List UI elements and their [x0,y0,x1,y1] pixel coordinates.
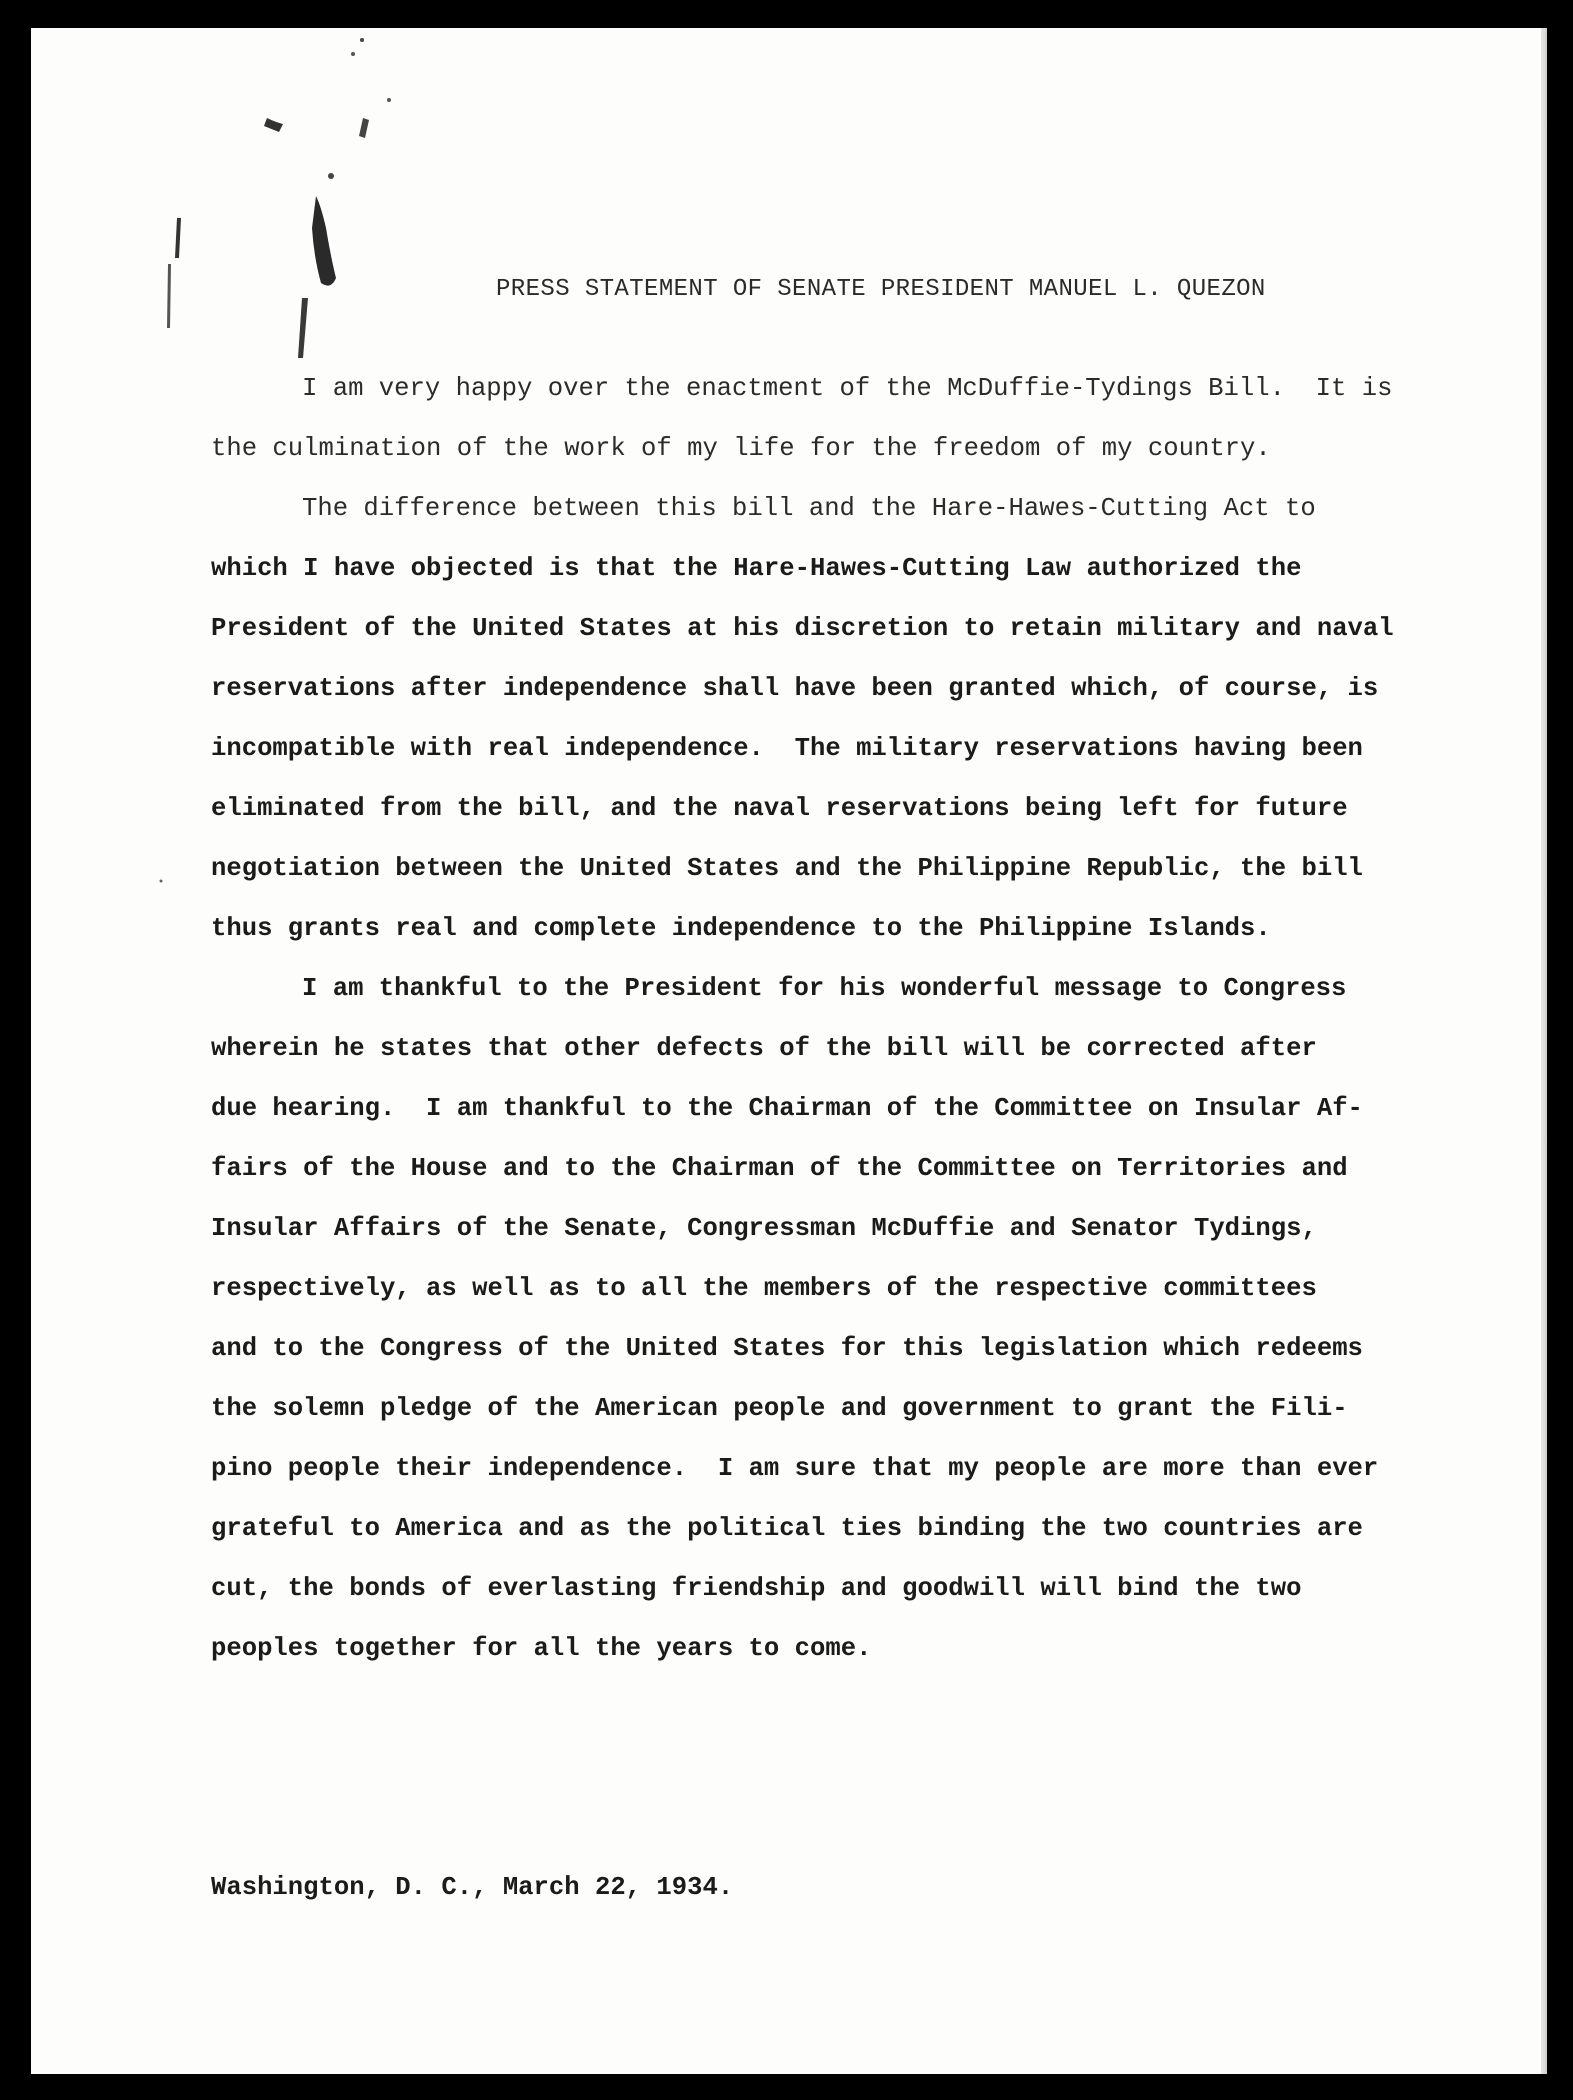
page-edge-shadow [1541,28,1547,2074]
ink-dot [160,880,163,883]
paragraph-2-line-1: The difference between this bill and the Hare-Hawes-Cutting Act to [302,494,1316,523]
paragraph-2-line-7: negotiation between the United States and the Philippine Republic, the bill [211,854,1363,883]
paragraph-3-line-9: pino people their independence. I am sure that my people are more than ever [211,1454,1379,1483]
ink-mark [175,218,181,258]
paragraph-3-line-7: and to the Congress of the United States for this legislation which redeems [211,1334,1363,1363]
paragraph-3-line-6: respectively, as well as to all the members of the respective committees [211,1274,1317,1303]
paragraph-3-line-3: due hearing. I am thankful to the Chairman of the Committee on Insular Af- [211,1094,1363,1123]
paragraph-3-line-12: peoples together for all the years to come. [211,1634,872,1663]
paragraph-3-line-4: fairs of the House and to the Chairman of the Committee on Territories and [211,1154,1348,1183]
paragraph-2-line-2: which I have objected is that the Hare-Hawes-Cutting Law authorized the [211,554,1302,583]
paragraph-1-line-2: the culmination of the work of my life for the freedom of my country. [211,434,1271,463]
paragraph-3-line-5: Insular Affairs of the Senate, Congressman McDuffie and Senator Tydings, [211,1214,1317,1243]
paragraph-3-line-11: cut, the bonds of everlasting friendship and goodwill will bind the two [211,1574,1302,1603]
ink-dot [387,98,391,102]
paragraph-2-line-5: incompatible with real independence. The military reservations having been [211,734,1363,763]
document-page [31,28,1547,2074]
ink-mark [359,118,369,138]
paragraph-2-line-3: President of the United States at his discretion to retain military and naval [211,614,1394,643]
paragraph-1-line-1: I am very happy over the enactment of the McDuffie-Tydings Bill. It is [302,374,1393,403]
ink-mark [167,264,171,328]
ink-mark [298,298,308,358]
paragraph-2-line-4: reservations after independence shall have been granted which, of course, is [211,674,1379,703]
ink-mark [264,118,283,132]
dateline: Washington, D. C., March 22, 1934. [211,1873,734,1902]
ink-dot [360,38,364,42]
ink-blot [312,196,336,286]
paragraph-3-line-10: grateful to America and as the political ties binding the two countries are [211,1514,1363,1543]
ink-dot [328,173,334,179]
ink-dot [351,52,355,56]
paragraph-2-line-6: eliminated from the bill, and the naval reservations being left for future [211,794,1348,823]
paragraph-3-line-8: the solemn pledge of the American people and government to grant the Fili- [211,1394,1348,1423]
paragraph-3-line-1: I am thankful to the President for his wonderful message to Congress [302,974,1347,1003]
paragraph-3-line-2: wherein he states that other defects of the bill will be corrected after [211,1034,1317,1063]
paragraph-2-line-8: thus grants real and complete independence to the Philippine Islands. [211,914,1271,943]
document-title: PRESS STATEMENT OF SENATE PRESIDENT MANUEL L. QUEZON [496,276,1266,303]
